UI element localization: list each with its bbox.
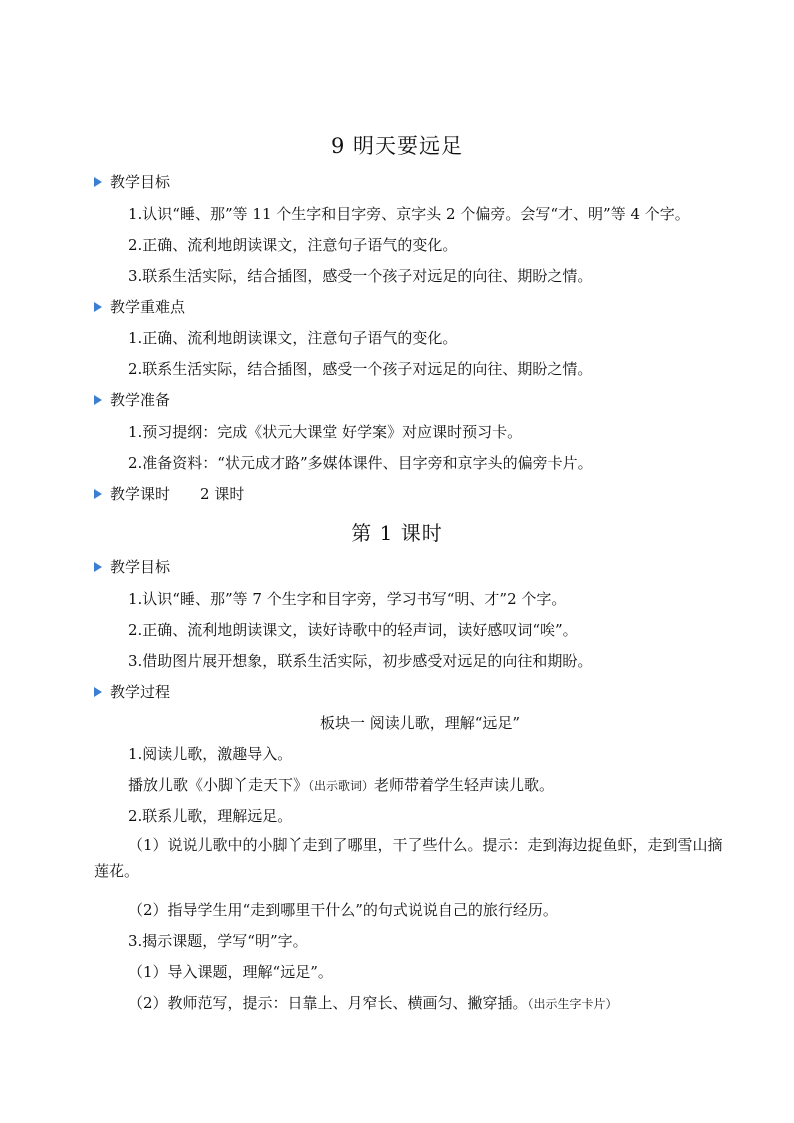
objective-item: 3.联系生活实际，结合插图，感受一个孩子对远足的向往、期盼之情。 bbox=[128, 267, 593, 285]
key-point-item: 2.联系生活实际，结合插图，感受一个孩子对远足的向往、期盼之情。 bbox=[128, 360, 593, 378]
process-substep: （2）指导学生用“走到哪里干什么”的句式说说自己的旅行经历。 bbox=[128, 901, 558, 919]
period-objective-item: 3.借助图片展开想象，联系生活实际，初步感受对远足的向往和期盼。 bbox=[128, 652, 593, 670]
triangle-bullet-icon bbox=[94, 562, 102, 572]
period-title: 第 1 课时 bbox=[351, 521, 443, 545]
key-point-item: 1.正确、流利地朗读课文，注意句子语气的变化。 bbox=[128, 329, 458, 347]
lesson-title: 9 明天要远足 bbox=[330, 134, 464, 158]
triangle-bullet-icon bbox=[94, 302, 102, 312]
block-title: 板块一 阅读儿歌，理解“远足” bbox=[319, 714, 521, 732]
section-heading-objectives: 教学目标 bbox=[94, 171, 170, 192]
triangle-bullet-icon bbox=[94, 177, 102, 187]
stage-note: （出示歌词） bbox=[308, 779, 375, 793]
section-heading-key-points: 教学重难点 bbox=[94, 296, 185, 317]
triangle-bullet-icon bbox=[94, 395, 102, 405]
process-step: 1.阅读儿歌，激趣导入。 bbox=[128, 745, 293, 763]
period-objective-item: 1.认识“睡、那”等 7 个生字和目字旁，学习书写“明、才”2 个字。 bbox=[128, 590, 567, 608]
class-hours-value: 2 课时 bbox=[200, 485, 245, 503]
triangle-bullet-icon bbox=[94, 687, 102, 697]
process-substep: （1）导入课题，理解“远足”。 bbox=[128, 963, 333, 981]
preparation-item: 2.准备资料：“状元成才路”多媒体课件、目字旁和京字头的偏旁卡片。 bbox=[128, 454, 593, 472]
process-step-text: 播放儿歌《小脚丫走天下》（出示歌词）老师带着学生轻声读儿歌。 bbox=[128, 776, 555, 794]
process-step: 3.揭示课题，学写“明”字。 bbox=[128, 932, 308, 950]
objective-item: 2.正确、流利地朗读课文，注意句子语气的变化。 bbox=[128, 236, 458, 254]
stage-note: （出示生字卡片） bbox=[527, 997, 618, 1011]
process-step: 2.联系儿歌，理解远足。 bbox=[128, 807, 293, 825]
triangle-bullet-icon bbox=[94, 489, 102, 499]
objective-item: 1.认识“睡、那”等 11 个生字和目字旁、京字头 2 个偏旁。会写“才、明”等 4 个字。 bbox=[128, 205, 690, 223]
section-heading-class-hours: 教学课时 2 课时 bbox=[94, 483, 244, 504]
process-substep: （2）教师范写，提示：日靠上、月窄长、横画匀、撇穿插。（出示生字卡片） bbox=[128, 994, 618, 1012]
section-heading-process: 教学过程 bbox=[94, 681, 170, 702]
section-heading-preparation: 教学准备 bbox=[94, 389, 170, 410]
section-heading-period-objectives: 教学目标 bbox=[94, 556, 170, 577]
period-objective-item: 2.正确、流利地朗读课文，读好诗歌中的轻声词，读好感叹词“唉”。 bbox=[128, 621, 578, 639]
process-substep: （1）说说儿歌中的小脚丫走到了哪里，干了些什么。提示：走到海边捉鱼虾，走到雪山摘莲花。 bbox=[94, 836, 723, 880]
preparation-item: 1.预习提纲：完成《状元大课堂 好学案》对应课时预习卡。 bbox=[128, 423, 523, 441]
